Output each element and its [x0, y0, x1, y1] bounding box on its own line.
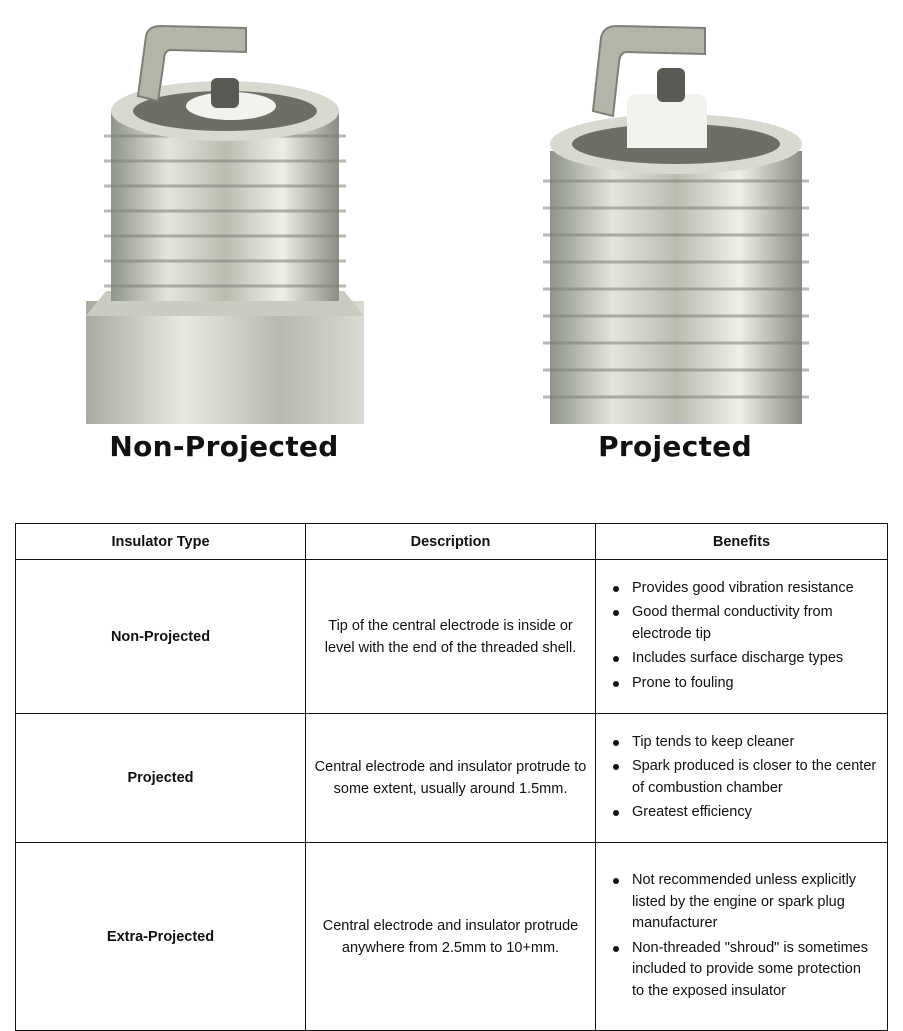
benefits-cell [596, 714, 888, 843]
description-cell: Tip of the central electrode is inside or level with the end of the threaded shell. [306, 560, 596, 714]
benefit-item: Tip tends to keep cleaner [632, 732, 877, 754]
header-insulator-type: Insulator Type [16, 524, 306, 560]
benefit-item: Includes surface discharge types [632, 648, 877, 670]
benefit-item: Spark produced is closer to the center of combustion chamber [632, 756, 877, 799]
description-cell: Central electrode and insulator protrude anywhere from 2.5mm to 10+mm. [306, 843, 596, 1031]
description-cell: Central electrode and insulator protrude to some extent, usually around 1.5mm. [306, 714, 596, 843]
benefit-item: Not recommended unless explicitly listed by the engine or spark plug manufacturer [632, 870, 877, 935]
table-row [16, 560, 888, 714]
benefit-item: Prone to fouling [632, 673, 877, 695]
benefit-item: Good thermal conductivity from electrode tip [632, 602, 877, 645]
table-header-row [16, 524, 888, 560]
projected-caption: Projected [598, 430, 752, 463]
insulator-type-cell: Extra-Projected [16, 843, 306, 1031]
non-projected-plug-image [86, 16, 364, 424]
table-row [16, 843, 888, 1031]
insulator-type-cell: Non-Projected [16, 560, 306, 714]
benefit-item: Non-threaded "shroud" is sometimes included to provide some protection to the exposed insulator [632, 938, 877, 1003]
header-benefits: Benefits [596, 524, 888, 560]
insulator-type-cell: Projected [16, 714, 306, 843]
non-projected-caption: Non-Projected [109, 430, 339, 463]
benefits-cell [596, 843, 888, 1031]
projected-plug-image [535, 16, 817, 424]
benefit-item: Provides good vibration resistance [632, 578, 877, 600]
table-row [16, 714, 888, 843]
header-description: Description [306, 524, 596, 560]
benefit-item: Greatest efficiency [632, 802, 877, 824]
insulator-comparison-table [15, 523, 888, 1031]
benefits-cell [596, 560, 888, 714]
